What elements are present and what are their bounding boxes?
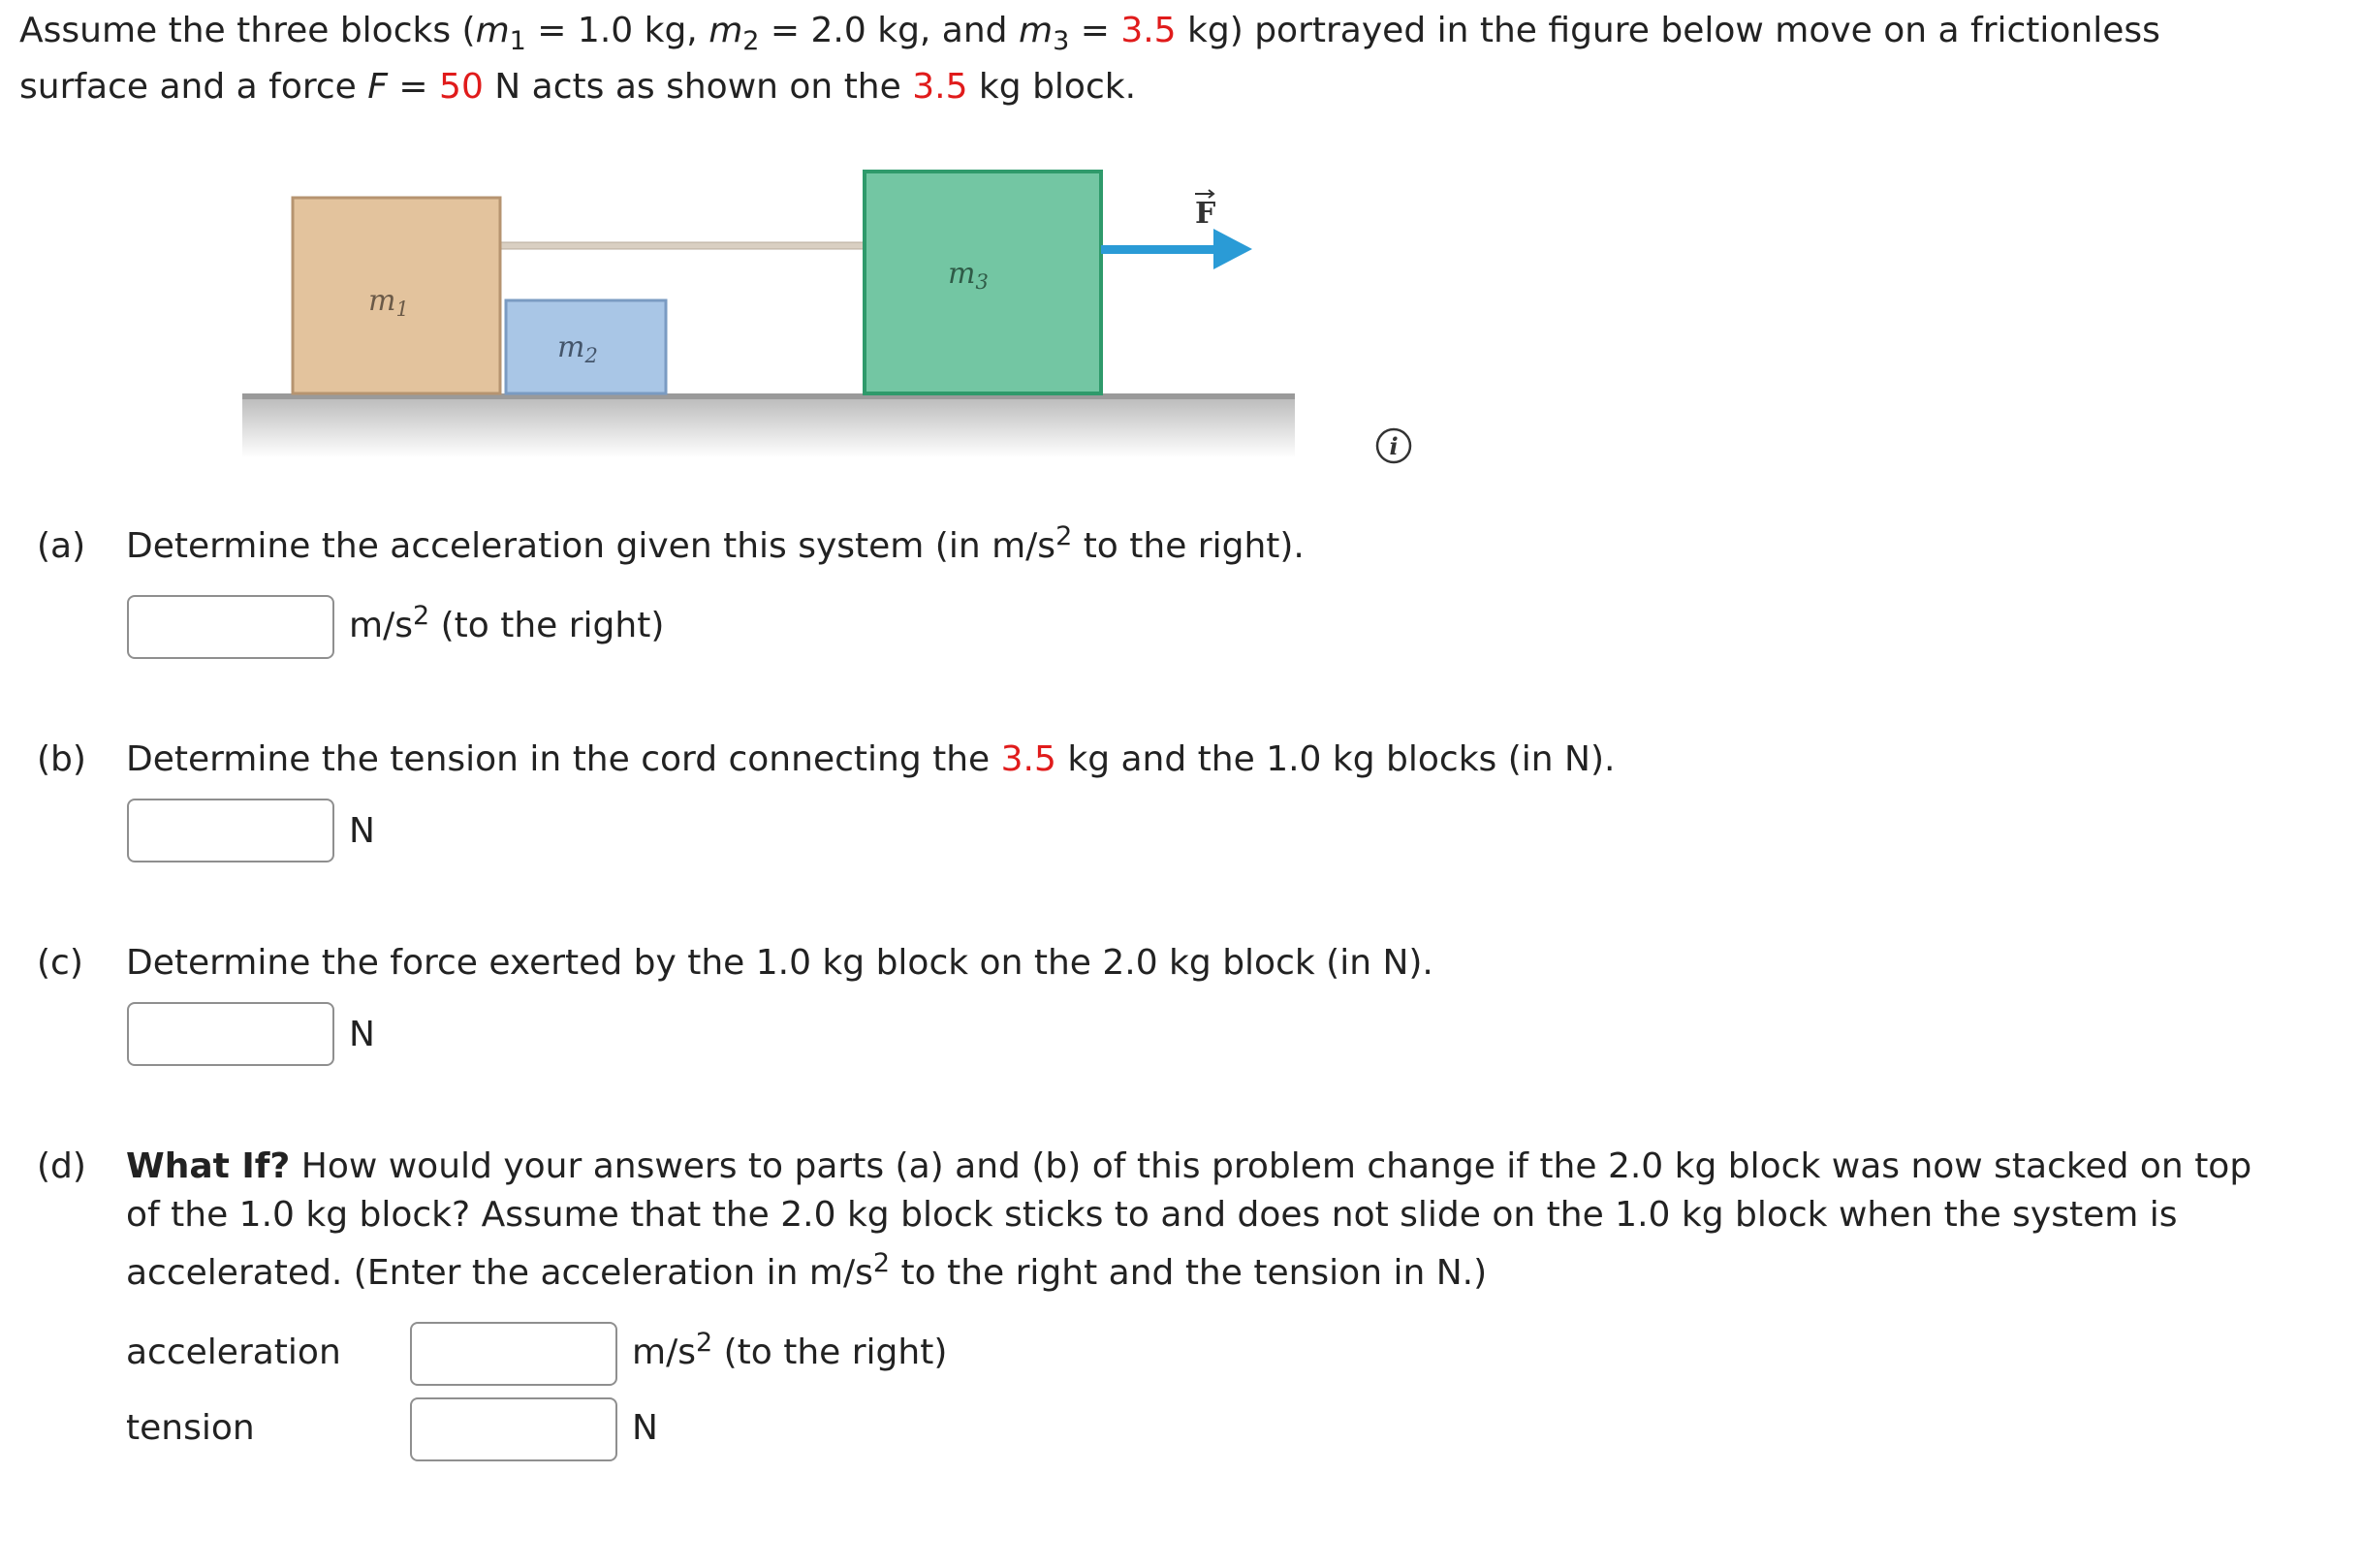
what-if-label: What If? xyxy=(126,1146,291,1186)
label-m2: $m_2$ xyxy=(557,330,598,367)
floor-shadow xyxy=(242,399,1295,457)
part-d-line-2: of the 1.0 kg block? Assume that the 2.0 kg block sticks to and does not slide on the 1.0 kg block when the system is xyxy=(126,1195,2178,1235)
acceleration-input[interactable] xyxy=(127,595,334,659)
whatif-tension-unit: N xyxy=(632,1408,658,1448)
force-arrow-head xyxy=(1213,229,1252,269)
force-label: F xyxy=(1195,197,1216,231)
block-m1 xyxy=(293,198,500,393)
force-input[interactable] xyxy=(127,1002,334,1066)
info-icon[interactable] xyxy=(1374,426,1413,465)
part-b-unit: N xyxy=(349,811,375,851)
part-b-question: Determine the tension in the cord connecting the 3.5 kg and the 1.0 kg blocks (in N). xyxy=(126,739,1616,779)
part-c-unit: N xyxy=(349,1015,375,1054)
force-arrow-shaft xyxy=(1101,245,1217,254)
label-m1: $m_1$ xyxy=(368,284,409,321)
cord xyxy=(499,242,867,249)
whatif-acceleration-input[interactable] xyxy=(410,1322,617,1386)
force-value: 50 xyxy=(439,67,484,107)
part-d-line-1: What If? How would your answers to parts (a) and (b) of this problem change if the 2.0 kg block was now stacked on top xyxy=(126,1146,2252,1186)
part-d-letter: (d) xyxy=(37,1146,86,1186)
part-b-letter: (b) xyxy=(37,739,86,779)
block-mass-value: 3.5 xyxy=(912,67,968,107)
intro-line-2: surface and a force F = 50 N acts as shown on the 3.5 kg block. xyxy=(19,67,1137,107)
whatif-tension-input[interactable] xyxy=(410,1397,617,1461)
part-c-letter: (c) xyxy=(37,943,83,983)
tension-input[interactable] xyxy=(127,799,334,862)
label-m3: $m_3$ xyxy=(948,257,989,294)
m3-value: 3.5 xyxy=(1120,11,1177,50)
blocks-figure xyxy=(242,165,1444,475)
part-d-line-3: accelerated. (Enter the acceleration in $m/s^2$ to the right and the tension in N.) xyxy=(126,1248,1488,1293)
part-a-letter: (a) xyxy=(37,526,86,566)
tension-label: tension xyxy=(126,1408,255,1448)
intro-line-1: Assume the three blocks ($m_1 = 1.0$ kg, $m_2 = 2.0$ kg, and $m_3 = 3.5$ kg) portrayed in the figure below move on a frictionless xyxy=(19,11,2160,57)
part-c-question: Determine the force exerted by the 1.0 kg block on the 2.0 kg block (in N). xyxy=(126,943,1433,983)
part-a-unit: $m/s^2$ (to the right) xyxy=(349,601,665,645)
svg-text:i: i xyxy=(1389,432,1399,460)
whatif-acceleration-unit: $m/s^2$ (to the right) xyxy=(632,1328,948,1372)
part-b-mass-value: 3.5 xyxy=(1000,739,1056,779)
acceleration-label: acceleration xyxy=(126,1333,341,1372)
part-a-question: Determine the acceleration given this system (in $m/s^2$ to the right). xyxy=(126,521,1305,566)
